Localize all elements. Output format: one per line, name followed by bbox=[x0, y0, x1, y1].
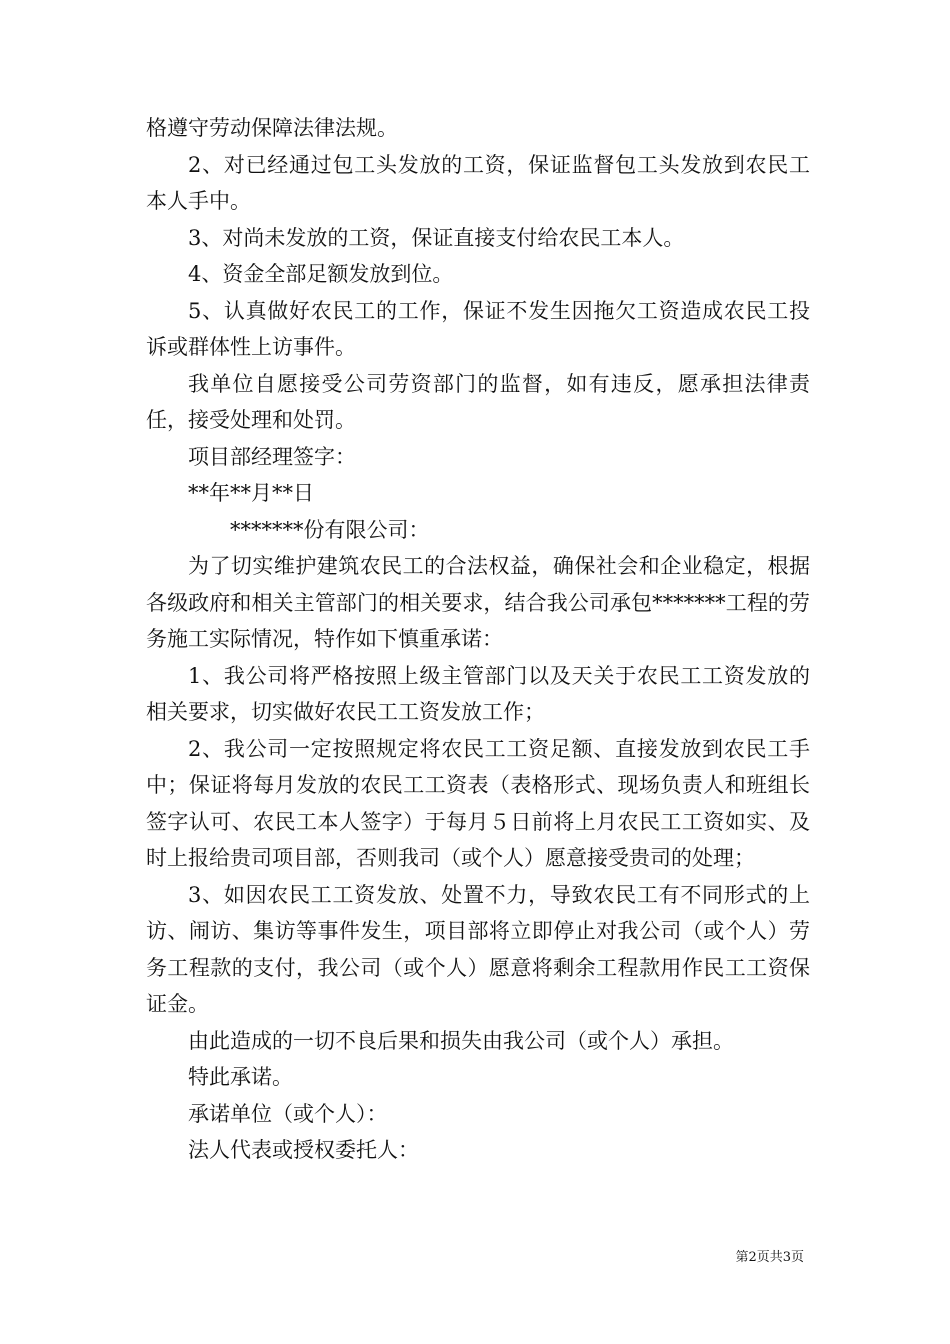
date-line: **年**月**日 bbox=[188, 481, 314, 505]
commitment-item-3: 3、如因农民工工资发放、处置不力，导致农民工有不同形式的上访、闹访、集访等事件发生，项目部将立即停止对我公司（或个人）劳务工程款的支付，我公司（或个人）愿意将剩余工程款用作民工工资保证金。 bbox=[146, 882, 810, 1016]
addressee-line: *******份有限公司： bbox=[230, 517, 430, 542]
commitment-item-2: 2、我公司一定按照规定将农民工工资足额、直接发放到农民工手中；保证将每月发放的农民工工资表（表格形式、现场负责人和班组长签字认可、农民工本人签字）于每月５日前将上月农民工工资如实、及时上报给贵司项目部，否则我司（或个人）愿意接受贵司的处理； bbox=[146, 736, 810, 870]
manager-signature-line: 项目部经理签字： bbox=[188, 444, 356, 469]
page-number-footer: 第2页共3页 bbox=[735, 1250, 804, 1265]
paragraph-item-3: 3、对尚未发放的工资，保证直接支付给农民工本人。 bbox=[188, 225, 685, 250]
paragraph-item-5: 5、认真做好农民工的工作，保证不发生因拖欠工资造成农民工投诉或群体性上访事件。 bbox=[146, 298, 810, 359]
legal-representative-line: 法人代表或授权委托人： bbox=[188, 1138, 419, 1162]
commitment-item-1: 1、我公司将严格按照上级主管部门以及天关于农民工工资发放的相关要求，切实做好农民工工资发放工作； bbox=[146, 663, 810, 724]
paragraph-hereby: 特此承诺。 bbox=[188, 1065, 293, 1089]
document-body bbox=[146, 110, 810, 1169]
paragraph-continuation: 格遵守劳动保障法律法规。 bbox=[146, 116, 398, 140]
paragraph-item-4: 4、资金全部足额发放到位。 bbox=[188, 262, 454, 286]
paragraph-item-2: 2、对已经通过包工头发放的工资，保证监督包工头发放到农民工本人手中。 bbox=[146, 152, 810, 213]
paragraph-consequences: 由此造成的一切不良后果和损失由我公司（或个人）承担。 bbox=[188, 1028, 734, 1053]
paragraph-intro: 为了切实维护建筑农民工的合法权益，确保社会和企业稳定，根据各级政府和相关主管部门的相关要求，结合我公司承包*******工程的劳务施工实际情况，特作如下慎重承诺： bbox=[146, 554, 810, 651]
paragraph-supervision: 我单位自愿接受公司劳资部门的监督，如有违反，愿承担法律责任，接受处理和处罚。 bbox=[146, 371, 810, 432]
committing-party-line: 承诺单位（或个人）： bbox=[188, 1101, 388, 1126]
